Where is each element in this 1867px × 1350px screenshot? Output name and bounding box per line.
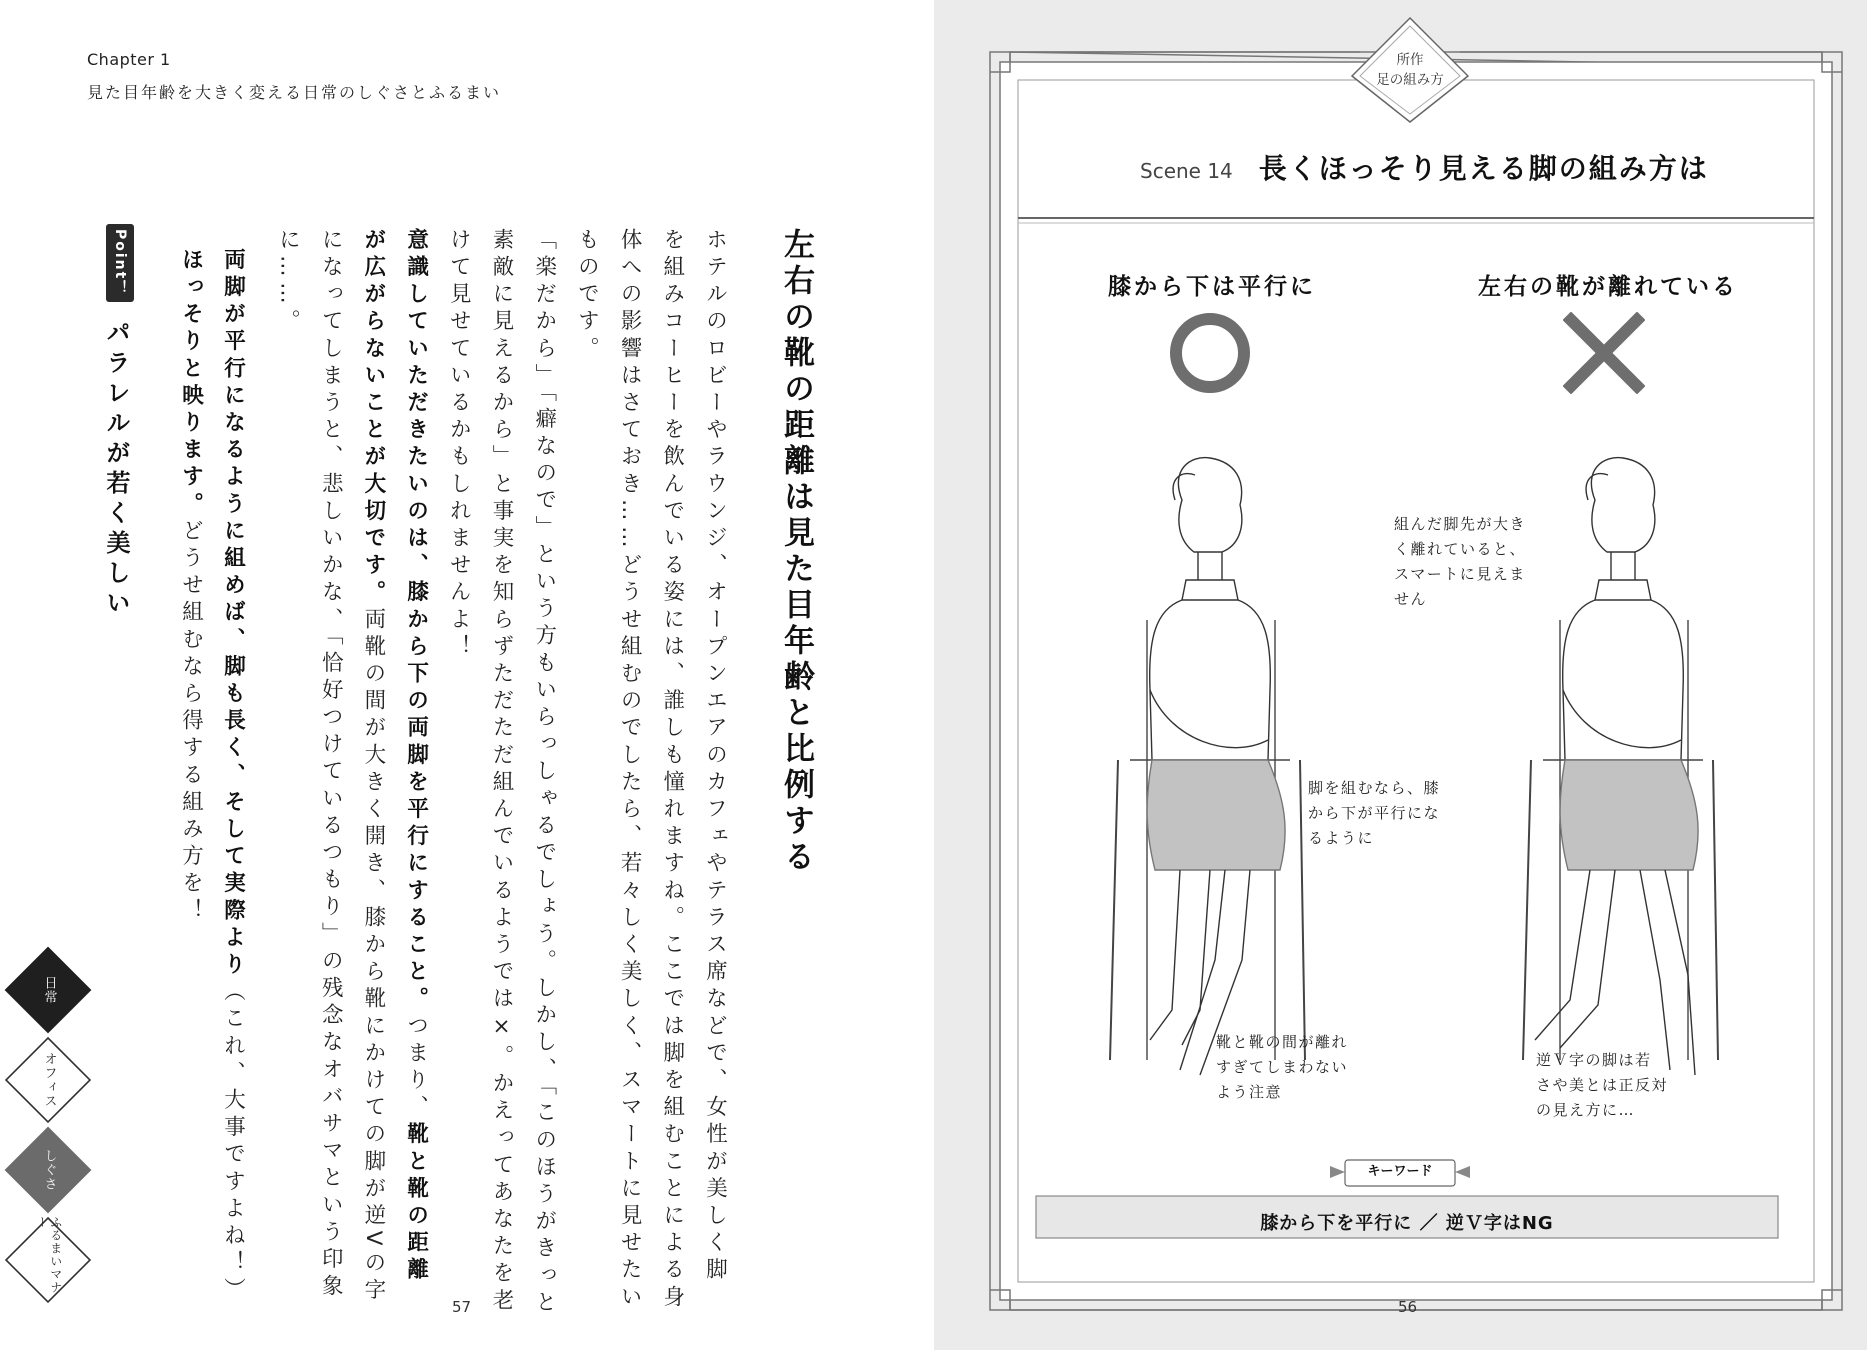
- chapter-label: Chapter 1: [87, 50, 171, 69]
- badge-line-1: 所作: [1396, 52, 1424, 68]
- chapter-subtitle: 見た目年齢を大きく変える日常のしぐさとふるまい: [87, 83, 502, 102]
- point-tag: Point！: [106, 224, 134, 302]
- body-text-run: が広がらないことが大切です。: [360, 228, 386, 608]
- scene-title: 長くほっそり見える脚の組み方は: [1258, 152, 1709, 185]
- good-note-1: 脚を組むなら、膝 から下が平行にな るように: [1308, 779, 1441, 847]
- keyword-label: キーワード: [1367, 1164, 1433, 1179]
- good-note-2: 靴と靴の間が離れ すぎてしまわない よう注意: [1216, 1033, 1349, 1101]
- body-text-run: けて見せているかもしれませんよ！: [446, 228, 472, 662]
- page-number-left: 57: [452, 1298, 472, 1316]
- body-text-run: 素敵に見えるから」と事実を知らずただただ組んでいるようでは×。かえってあなたを老: [489, 228, 514, 1316]
- bad-note-1: 組んだ脚先が大き く離れていると、 スマートに見えま せん: [1394, 515, 1527, 608]
- index-tab-label: しぐさ: [41, 1149, 57, 1191]
- body-text-run: ホテルのロビーやラウンジ、オープンエアのカフェやテラス席などで、女性が美しく脚: [702, 228, 728, 1285]
- body-text-run: 靴と靴の距離: [403, 1122, 429, 1285]
- point-title: パラレルが若く美しい: [102, 320, 130, 620]
- point-text-run: （これ、大事ですよね！）: [220, 979, 246, 1305]
- index-tab-label: オフィス: [41, 1052, 57, 1108]
- page-number-right: 56: [1398, 1298, 1418, 1316]
- body-text-run: 意識していただきたいのは、膝から下の両脚を平行にすること。: [403, 228, 429, 1014]
- scene-heading: [1140, 147, 1709, 187]
- good-heading: 膝から下は平行に: [1108, 274, 1316, 300]
- body-text-run: を組みコーヒーを飲んでいる姿には、誰しも憧れますね。ここでは脚を組むことによる身: [659, 228, 685, 1312]
- body-text-run: に……。: [275, 228, 301, 337]
- index-tab-label: 日常: [41, 976, 57, 1004]
- body-text-run: ものです。: [574, 228, 600, 364]
- body-text-run: つまり、: [403, 1013, 429, 1123]
- index-tab-label: ふるまいマナー: [35, 1216, 63, 1294]
- bad-note-2: 逆Ｖ字の脚は若 さや美とは正反対 の見え方に…: [1536, 1051, 1669, 1119]
- body-text-run: 両靴の間が大きく開き、膝から靴にかけての脚が逆Vの字: [360, 607, 386, 1306]
- point-text-run: 両脚が平行になるように組めば、脚も長く、そして実際より: [220, 248, 246, 980]
- body-text-run: になってしまうと、悲しいかな、「恰好つけているつもり」の残念なオバサマという印象: [318, 228, 344, 1302]
- topic-badge: [1360, 50, 1460, 90]
- section-headline: 左右の靴の距離は見た目年齢と比例する: [778, 228, 814, 876]
- scene-number: Scene 14: [1140, 159, 1233, 183]
- bad-heading: 左右の靴が離れている: [1478, 274, 1738, 300]
- body-text-run: 体への影響はさておき……どうせ組むのでしたら、若々しく美しく、スマートに見せたい: [617, 228, 643, 1312]
- body-text-run: 「楽だから」「癖なので」という方もいらっしゃるでしょう。しかし、「このほうがきっと: [531, 228, 557, 1318]
- badge-line-2: 足の組み方: [1376, 72, 1444, 88]
- circle-correct-icon: [1169, 312, 1251, 394]
- point-text-run: どうせ組むなら得する組み方を！: [178, 519, 204, 926]
- keyword-text: 膝から下を平行に ／ 逆Ｖ字はNG: [1260, 1213, 1554, 1234]
- point-text-run: ほっそりと映ります。: [178, 248, 204, 519]
- cross-wrong-icon: [1563, 312, 1645, 394]
